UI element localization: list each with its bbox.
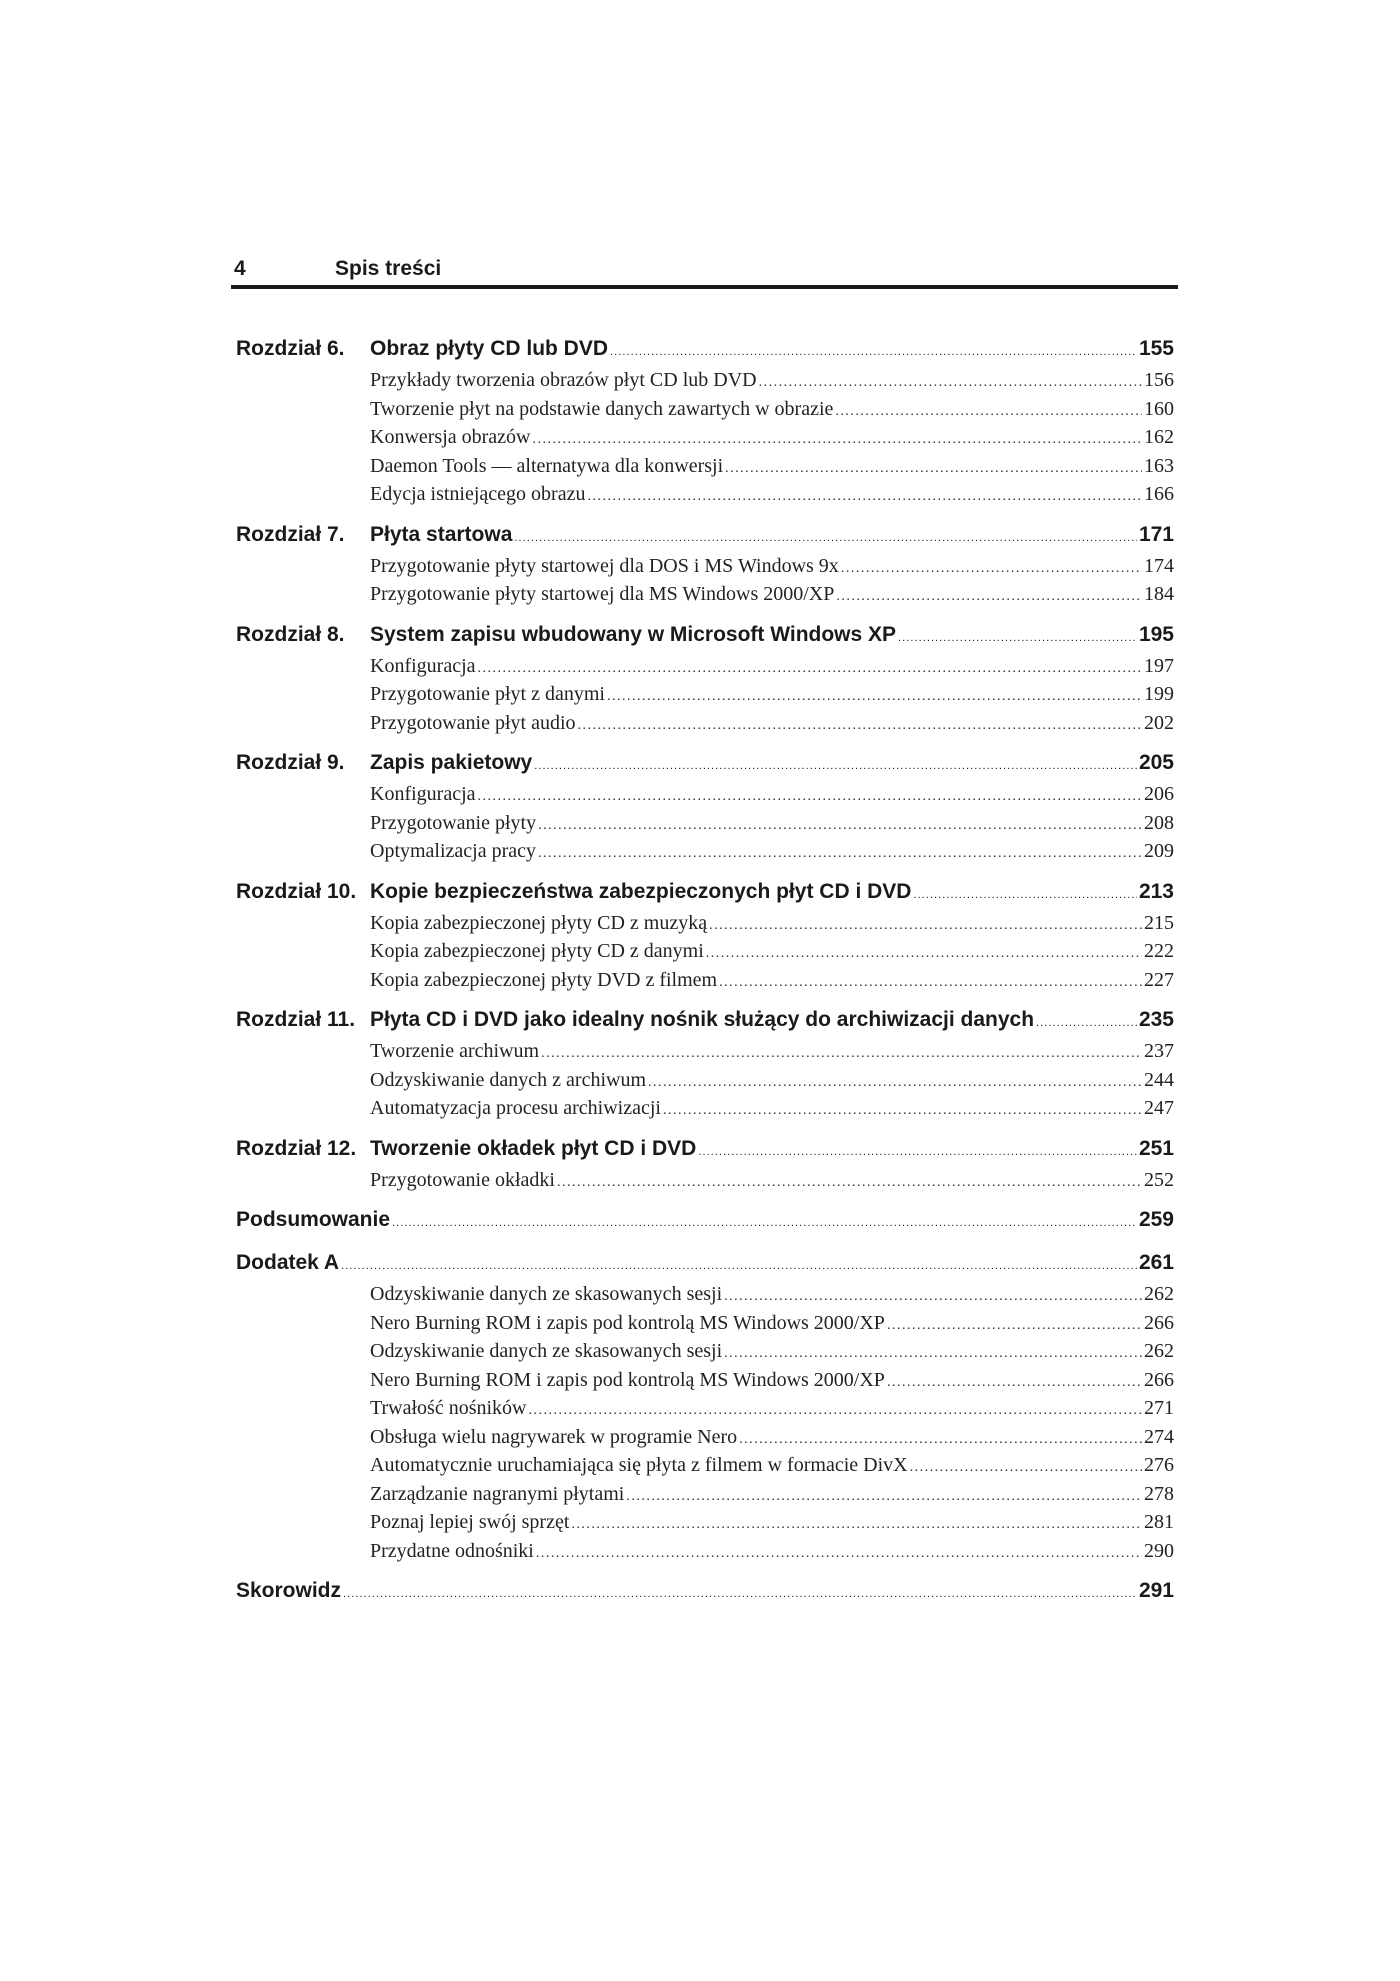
dot-leader (841, 555, 1142, 584)
subentry-title: Poznaj lepiej swój sprzęt (370, 1511, 570, 1533)
toc-section (236, 1573, 1174, 1608)
chapter-title: Skorowidz (236, 1579, 342, 1602)
chapter-title: Tworzenie okładek płyt CD i DVD (370, 1136, 697, 1160)
subentry-title: Obsługa wielu nagrywarek w programie Nero (370, 1425, 738, 1448)
chapter-page-number: 261 (1138, 1251, 1174, 1274)
dot-leader (557, 1169, 1142, 1198)
chapter-page-number: 235 (1138, 1008, 1174, 1031)
toc-chapter-entry[interactable] (236, 1131, 1174, 1166)
subentry-title: Nero Burning ROM i zapis pod kontrolą MS Windows 2000/XP (370, 1368, 885, 1391)
toc-chapter-entry[interactable] (236, 874, 1174, 909)
chapter-title: Podsumowanie (236, 1208, 391, 1231)
toc-section (236, 331, 1174, 509)
toc-section (236, 874, 1174, 995)
subentry-title: Zarządzanie nagranymi płytami (370, 1482, 625, 1505)
subentry-title: Konfiguracja (370, 783, 476, 805)
subentry-page-number: 262 (1144, 1283, 1174, 1305)
chapter-label: Rozdział 7. (236, 522, 345, 546)
subentry-page-number: 202 (1144, 711, 1174, 734)
chapter-page-number: 171 (1138, 522, 1174, 546)
subentry-page-number: 199 (1144, 683, 1174, 705)
chapter-label: Rozdział 11. (236, 1008, 356, 1031)
toc-subentry[interactable] (236, 580, 1174, 609)
dot-leader (719, 969, 1142, 998)
dot-leader (478, 783, 1142, 812)
dot-leader (663, 1097, 1142, 1126)
subentry-page-number: 197 (1144, 654, 1174, 677)
chapter-title: Obraz płyty CD lub DVD (370, 337, 609, 360)
subentry-page-number: 252 (1144, 1168, 1174, 1191)
chapter-label: Rozdział 8. (236, 622, 345, 646)
dot-leader (759, 369, 1142, 398)
dot-leader (706, 940, 1142, 969)
chapter-label: Rozdział 6. (236, 337, 345, 360)
toc-subentry[interactable] (236, 1337, 1174, 1366)
toc-subentry[interactable] (236, 1094, 1174, 1123)
subentry-title: Automatycznie uruchamiająca się płyta z filmem w formacie DivX (370, 1454, 908, 1476)
subentry-page-number: 206 (1144, 783, 1174, 805)
subentry-title: Konwersja obrazów (370, 426, 531, 448)
chapter-title: Dodatek A (236, 1251, 340, 1274)
subentry-page-number: 174 (1144, 554, 1174, 577)
dot-leader (913, 878, 1137, 913)
toc-subentry[interactable] (236, 1066, 1174, 1095)
subentry-page-number: 209 (1144, 840, 1174, 862)
dot-leader (887, 1369, 1142, 1398)
toc-subentry[interactable] (236, 909, 1174, 938)
subentry-title: Przygotowanie płyty startowej dla MS Windows 2000/XP (370, 583, 835, 605)
subentry-page-number: 160 (1144, 397, 1174, 420)
subentry-title: Odzyskiwanie danych z archiwum (370, 1068, 647, 1091)
subentry-title: Przygotowanie płyty (370, 811, 537, 834)
subentry-title: Odzyskiwanie danych ze skasowanych sesji (370, 1340, 723, 1362)
toc-subentry[interactable] (236, 652, 1174, 681)
subentry-page-number: 184 (1144, 583, 1174, 605)
subentry-title: Przygotowanie płyt z danymi (370, 683, 605, 705)
dot-leader (626, 1483, 1142, 1512)
dot-leader (587, 483, 1142, 512)
dot-leader (538, 812, 1142, 841)
subentry-title: Trwałość nośników (370, 1397, 527, 1419)
subentry-title: Odzyskiwanie danych ze skasowanych sesji (370, 1283, 723, 1305)
toc-section (236, 745, 1174, 866)
subentry-page-number: 276 (1144, 1454, 1174, 1476)
subentry-title: Kopia zabezpieczonej płyty CD z muzyką (370, 911, 708, 934)
dot-leader (478, 655, 1142, 684)
dot-leader (1036, 1006, 1137, 1041)
subentry-title: Konfiguracja (370, 654, 476, 677)
toc-section (236, 1002, 1174, 1123)
dot-leader (698, 1135, 1137, 1170)
toc-subentry[interactable] (236, 1037, 1174, 1066)
chapter-page-number: 251 (1138, 1136, 1174, 1160)
chapter-page-number: 195 (1138, 622, 1174, 646)
running-title: Spis treści (335, 257, 442, 280)
subentry-title: Kopia zabezpieczonej płyty DVD z filmem (370, 968, 718, 991)
chapter-label: Rozdział 12. (236, 1136, 357, 1160)
toc-chapter-entry[interactable] (236, 1002, 1174, 1037)
dot-leader (725, 455, 1142, 484)
chapter-title: Kopie bezpieczeństwa zabezpieczonych płyt CD i DVD (370, 879, 912, 903)
toc-subentry[interactable] (236, 780, 1174, 809)
subentry-page-number: 162 (1144, 426, 1174, 448)
running-header (231, 255, 1178, 289)
subentry-page-number: 237 (1144, 1040, 1174, 1062)
dot-leader (887, 1312, 1142, 1341)
subentry-title: Przykłady tworzenia obrazów płyt CD lub DVD (370, 369, 757, 391)
subentry-page-number: 274 (1144, 1425, 1174, 1448)
subentry-page-number: 222 (1144, 940, 1174, 962)
toc-chapter-entry[interactable] (236, 617, 1174, 652)
subentry-page-number: 262 (1144, 1340, 1174, 1362)
toc-subentry[interactable] (236, 552, 1174, 581)
subentry-title: Optymalizacja pracy (370, 840, 537, 862)
dot-leader (835, 398, 1142, 427)
subentry-title: Przygotowanie płyty startowej dla DOS i MS Windows 9x (370, 554, 839, 577)
subentry-page-number: 281 (1144, 1511, 1174, 1533)
subentry-title: Kopia zabezpieczonej płyty CD z danymi (370, 940, 704, 962)
toc-subentry[interactable] (236, 1166, 1174, 1195)
dot-leader (648, 1069, 1142, 1098)
toc-chapter-entry[interactable] (236, 1202, 1174, 1237)
dot-leader (514, 521, 1137, 556)
dot-leader (392, 1206, 1137, 1241)
toc-subentry[interactable] (236, 1423, 1174, 1452)
toc-subentry[interactable] (236, 1280, 1174, 1309)
subentry-page-number: 166 (1144, 483, 1174, 505)
dot-leader (343, 1577, 1137, 1612)
toc-section (236, 1131, 1174, 1195)
toc-subentry[interactable] (236, 1309, 1174, 1338)
chapter-page-number: 291 (1138, 1579, 1174, 1602)
subentry-page-number: 163 (1144, 454, 1174, 477)
chapter-label: Rozdział 9. (236, 751, 345, 774)
subentry-page-number: 208 (1144, 811, 1174, 834)
table-of-contents (236, 331, 1174, 1616)
dot-leader (533, 426, 1143, 455)
subentry-title: Edycja istniejącego obrazu (370, 483, 586, 505)
dot-leader (341, 1249, 1137, 1284)
chapter-label: Rozdział 10. (236, 879, 357, 903)
subentry-page-number: 156 (1144, 369, 1174, 391)
toc-subentry[interactable] (236, 1394, 1174, 1423)
toc-subentry[interactable] (236, 966, 1174, 995)
dot-leader (529, 1397, 1143, 1426)
subentry-title: Przydatne odnośniki (370, 1539, 534, 1562)
subentry-title: Daemon Tools — alternatywa dla konwersji (370, 454, 724, 477)
chapter-title: Płyta CD i DVD jako idealny nośnik służący do archiwizacji danych (370, 1008, 1035, 1031)
chapter-title: Płyta startowa (370, 522, 513, 546)
toc-subentry[interactable] (236, 1451, 1174, 1480)
dot-leader (607, 683, 1142, 712)
subentry-page-number: 278 (1144, 1482, 1174, 1505)
toc-subentry[interactable] (236, 680, 1174, 709)
toc-section (236, 517, 1174, 609)
toc-subentry[interactable] (236, 1508, 1174, 1537)
subentry-page-number: 247 (1144, 1097, 1174, 1119)
dot-leader (739, 1426, 1142, 1455)
chapter-page-number: 213 (1138, 879, 1174, 903)
toc-subentry[interactable] (236, 1366, 1174, 1395)
dot-leader (534, 749, 1137, 784)
dot-leader (724, 1283, 1142, 1312)
toc-subentry[interactable] (236, 1480, 1174, 1509)
toc-subentry[interactable] (236, 709, 1174, 738)
subentry-page-number: 244 (1144, 1068, 1174, 1091)
toc-section (236, 617, 1174, 738)
toc-subentry[interactable] (236, 452, 1174, 481)
subentry-page-number: 266 (1144, 1311, 1174, 1334)
dot-leader (724, 1340, 1142, 1369)
dot-leader (709, 912, 1142, 941)
chapter-page-number: 205 (1138, 751, 1174, 774)
toc-chapter-entry[interactable] (236, 517, 1174, 552)
subentry-title: Tworzenie archiwum (370, 1040, 540, 1062)
toc-chapter-entry[interactable] (236, 1573, 1174, 1608)
dot-leader (538, 840, 1142, 869)
toc-subentry[interactable] (236, 837, 1174, 866)
toc-subentry[interactable] (236, 1537, 1174, 1566)
subentry-page-number: 271 (1144, 1397, 1174, 1419)
toc-subentry[interactable] (236, 480, 1174, 509)
subentry-page-number: 290 (1144, 1539, 1174, 1562)
subentry-page-number: 227 (1144, 968, 1174, 991)
subentry-title: Tworzenie płyt na podstawie danych zawartych w obrazie (370, 397, 834, 420)
subentry-title: Przygotowanie płyt audio (370, 711, 576, 734)
dot-leader (910, 1454, 1142, 1483)
subentry-title: Przygotowanie okładki (370, 1168, 555, 1191)
toc-subentry[interactable] (236, 809, 1174, 838)
toc-chapter-entry[interactable] (236, 1245, 1174, 1280)
chapter-page-number: 259 (1138, 1208, 1174, 1231)
chapter-title: System zapisu wbudowany w Microsoft Windows XP (370, 622, 897, 646)
dot-leader (578, 712, 1142, 741)
dot-leader (898, 621, 1137, 656)
toc-chapter-entry[interactable] (236, 745, 1174, 780)
chapter-title: Zapis pakietowy (370, 751, 533, 774)
toc-chapter-entry[interactable] (236, 331, 1174, 366)
page-number: 4 (234, 257, 246, 280)
toc-subentry[interactable] (236, 366, 1174, 395)
chapter-page-number: 155 (1138, 337, 1174, 360)
dot-leader (541, 1040, 1142, 1069)
dot-leader (610, 335, 1137, 370)
toc-section (236, 1202, 1174, 1237)
subentry-title: Nero Burning ROM i zapis pod kontrolą MS Windows 2000/XP (370, 1311, 885, 1334)
toc-subentry[interactable] (236, 423, 1174, 452)
dot-leader (836, 583, 1142, 612)
subentry-page-number: 266 (1144, 1368, 1174, 1391)
toc-subentry[interactable] (236, 937, 1174, 966)
toc-section (236, 1245, 1174, 1565)
dot-leader (536, 1540, 1142, 1569)
toc-subentry[interactable] (236, 395, 1174, 424)
subentry-page-number: 215 (1144, 911, 1174, 934)
dot-leader (571, 1511, 1142, 1540)
subentry-title: Automatyzacja procesu archiwizacji (370, 1097, 661, 1119)
